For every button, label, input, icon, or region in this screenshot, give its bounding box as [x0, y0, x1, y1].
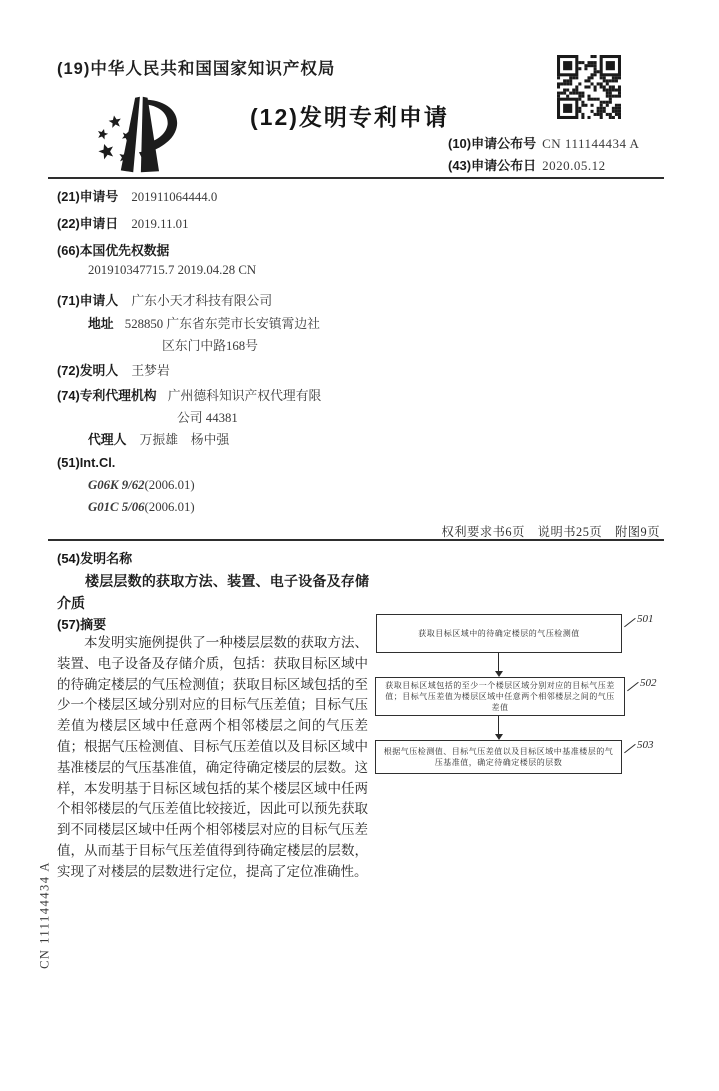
invention-title-label: (54)发明名称: [57, 551, 133, 566]
field-application-date: [57, 213, 188, 232]
intcl-2-year: (2006.01): [144, 500, 195, 514]
intcl-entry-2: [88, 500, 195, 515]
side-publication-number: CN 111144434 A: [37, 861, 52, 969]
flowchart-step-3: 根据气压检测值、目标气压差值以及目标区域中基准楼层的气压基准值，确定待确定楼层的层数: [375, 740, 622, 774]
address-label: 地址: [88, 316, 114, 331]
pub-date-value: 2020.05.12: [542, 158, 606, 173]
step-1-ref-number: 501: [637, 613, 654, 625]
invention-title: 楼层层数的获取方法、装置、电子设备及存储介质: [57, 573, 369, 611]
step-2-ref-number: 502: [640, 677, 657, 689]
arrow-line-2: [498, 716, 499, 734]
intcl-label: (51)Int.Cl.: [57, 455, 116, 470]
app-date-label: (22)申请日: [57, 216, 119, 231]
arrow-line-1: [498, 653, 499, 671]
abstract-text: 本发明实施例提供了一种楼层层数的获取方法、装置、电子设备及存储介质，包括：获取目标区域中的待确定楼层的气压检测值；获取目标区域包括的至少一个楼层区域分别对应的目标气压差值；目标气压差值为楼层区域中任意两个相邻楼层之间的气压差值；根据气压检测值、目标气压差值以及目标区域中基准楼层的气压基准值，确定待确定楼层的层数。这样，本发明基于目标区域包括的某个楼层区域中任两个相邻楼层的气压差值比较接近，因此可以预先获取到不同楼层区域中任两个相邻楼层对应的目标气压差值，从而基于目标气压差值得到待确定楼层的层数，实现了对楼层的层数进行定位，提高了定位准确性。: [57, 635, 368, 879]
intcl-1-year: (2006.01): [144, 478, 195, 492]
intcl-2-code: G01C 5/06: [88, 500, 145, 514]
address-line2-row: [162, 335, 258, 354]
step-3-leader-line: [624, 744, 636, 754]
agent-names: 万振雄 杨中强: [139, 433, 230, 447]
pages-info: 权利要求书6页 说明书25页 附图9页: [441, 525, 660, 539]
pub-date-label: (43)申请公布日: [448, 158, 537, 173]
step-1-leader-line: [624, 618, 636, 628]
agency-label: (74)专利代理机构: [57, 388, 157, 403]
intcl-1-code: G06K 9/62: [88, 478, 145, 492]
agency-line1: 广州德科知识产权代理有限: [167, 389, 322, 403]
applicant-label: (71)申请人: [57, 293, 119, 308]
flowchart-step-1: 获取目标区域中的待确定楼层的气压检测值: [376, 614, 622, 653]
field-agent: [88, 429, 229, 448]
agent-label: 代理人: [88, 432, 127, 447]
middle-divider: [48, 539, 664, 541]
field-inventor: [57, 360, 170, 379]
agency-line2: 公司 44381: [177, 411, 238, 425]
pub-number-label: (10)申请公布号: [448, 136, 537, 151]
address-line2: 区东门中路168号: [162, 339, 258, 353]
qr-code-icon: [557, 55, 621, 119]
step-2-leader-line: [627, 682, 639, 692]
priority-value: 201910347715.7 2019.04.28 CN: [88, 263, 257, 277]
app-date-value: 2019.11.01: [131, 217, 189, 231]
cnipa-logo-icon: [83, 92, 193, 178]
document-type-title: (12)发明专利申请: [250, 104, 449, 130]
field-application-number: [57, 186, 217, 205]
priority-value-row: [88, 263, 256, 278]
field-agency: [57, 385, 321, 404]
step-3-ref-number: 503: [637, 739, 654, 751]
field-intcl: [57, 455, 115, 471]
inventor-value: 王梦岩: [131, 364, 170, 378]
inventor-label: (72)发明人: [57, 363, 119, 378]
flowchart-step-2: 获取目标区域包括的至少一个楼层区域分别对应的目标气压差值；目标气压差值为楼层区域中任意两个相邻楼层之间的气压差值: [375, 677, 625, 716]
abstract-label: (57)摘要: [57, 617, 107, 632]
intcl-entry-1: [88, 478, 195, 493]
header-divider: [48, 177, 664, 179]
pub-number-value: CN 111144434 A: [542, 136, 640, 151]
field-priority: [57, 240, 169, 259]
agency-line2-row: [177, 407, 238, 426]
app-number-value: 201911064444.0: [131, 190, 218, 204]
field-address: [88, 313, 320, 332]
address-line1: 528850 广东省东莞市长安镇霄边社: [124, 317, 320, 331]
field-applicant: [57, 290, 272, 309]
applicant-value: 广东小天才科技有限公司: [131, 294, 273, 308]
app-number-label: (21)申请号: [57, 189, 119, 204]
priority-label: (66)本国优先权数据: [57, 243, 170, 258]
patent-office-title: (19)中华人民共和国国家知识产权局: [57, 60, 336, 78]
publication-block: [448, 133, 639, 177]
